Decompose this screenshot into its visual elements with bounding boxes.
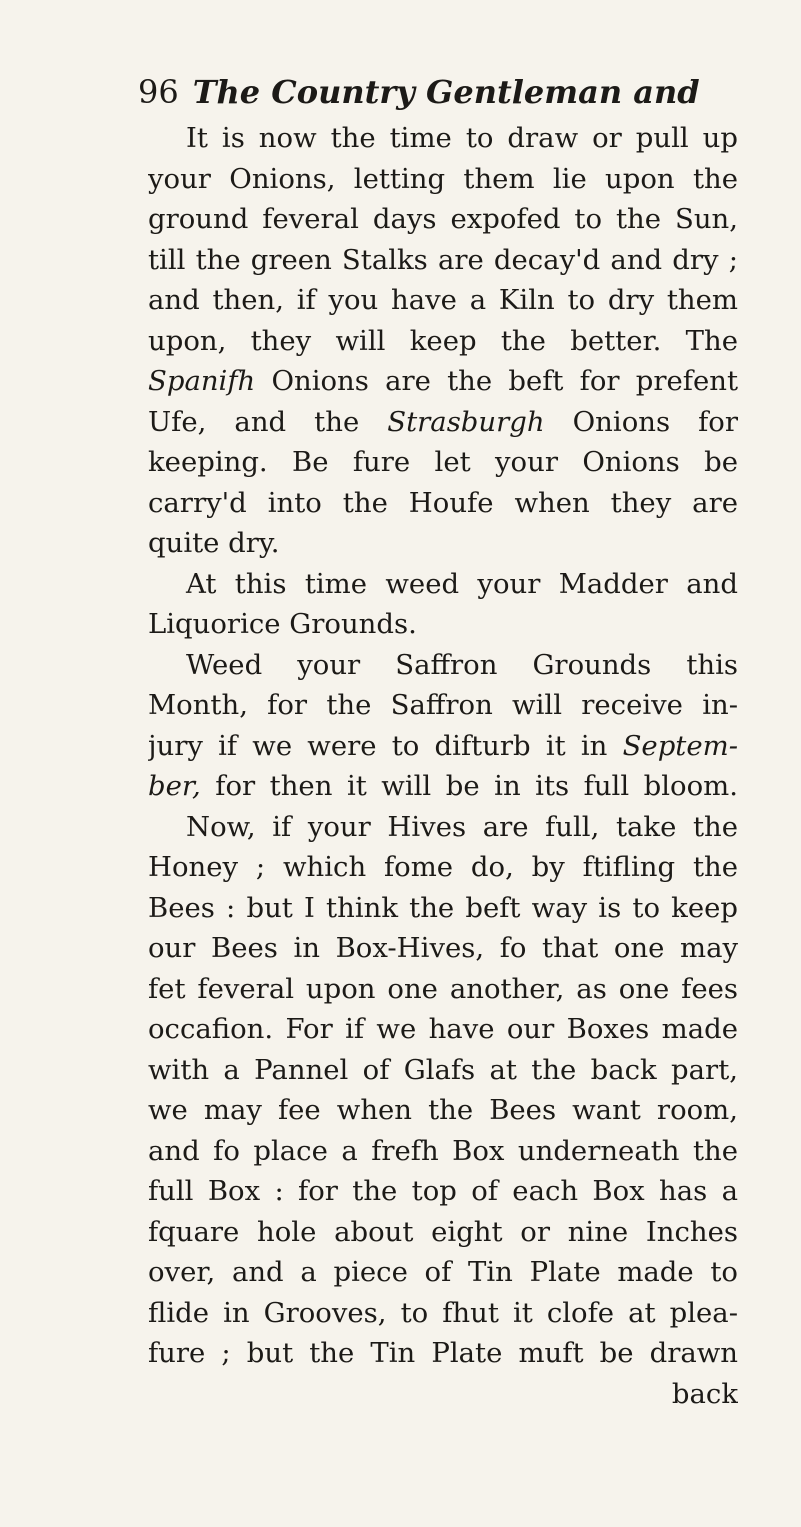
text-line: [148, 807, 738, 848]
line-text: fure ; but the Tin Plate muft be drawn: [148, 1337, 738, 1369]
text-line: [148, 685, 738, 726]
line-text: Bees : but I think the beft way is to keep: [148, 891, 738, 924]
line-text: ground feveral days expofed to the Sun,: [148, 203, 738, 235]
text-line: [148, 1374, 738, 1415]
italic-text: Spanifh: [148, 365, 256, 397]
line-text: jury if we were to difturb it in: [148, 729, 623, 762]
line-text: Ufe, and the: [148, 405, 388, 438]
text-line: [148, 726, 738, 767]
line-text: Month, for the Saffron will receive in-: [148, 689, 738, 721]
text-line: [148, 1171, 738, 1212]
line-text: till the green Stalks are decay'd and dry ;: [148, 243, 738, 276]
line-text: upon, they will keep the better. The: [148, 324, 738, 357]
line-text: flide in Grooves, to fhut it clofe at plea-: [148, 1296, 738, 1329]
line-text: and then, if you have a Kiln to dry them: [148, 284, 738, 316]
line-text: At this time weed your Madder and: [186, 567, 738, 600]
body-text: [148, 118, 738, 1414]
text-line: [148, 361, 738, 402]
text-line: [148, 1293, 738, 1334]
text-line: [148, 847, 738, 888]
line-text: keeping. Be fure let your Onions be: [148, 446, 738, 478]
line-text: back: [671, 1377, 738, 1410]
running-header: [138, 72, 700, 112]
text-line: [148, 118, 738, 159]
text-line: [148, 1050, 738, 1091]
text-line: [148, 159, 738, 200]
line-text: fquare hole about eight or nine Inches: [148, 1215, 738, 1248]
page-number: 96: [138, 73, 179, 111]
text-line: [148, 321, 738, 362]
text-line: [148, 1212, 738, 1253]
line-text: for then it will be in its full bloom.: [200, 770, 738, 802]
text-line: [148, 604, 738, 645]
line-text: quite dry.: [148, 527, 280, 559]
line-text: your Onions, letting them lie upon the: [148, 162, 738, 195]
text-line: [148, 1333, 738, 1374]
text-line: [148, 280, 738, 321]
line-text: occafion. For if we have our Boxes made: [148, 1013, 738, 1045]
line-text: Liquorice Grounds.: [148, 608, 417, 640]
text-line: [148, 1090, 738, 1131]
line-text: our Bees in Box-Hives, fo that one may: [148, 932, 738, 964]
line-text: Honey ; which fome do, by ftifling the: [148, 851, 738, 883]
text-line: [148, 766, 738, 807]
italic-text: Septem-: [622, 729, 738, 762]
line-text: Onions are the beft for prefent: [255, 365, 738, 397]
line-text: full Box : for the top of each Box has a: [148, 1175, 738, 1207]
text-line: [148, 969, 738, 1010]
line-text: It is now the time to draw or pull up: [186, 122, 738, 154]
text-line: [148, 888, 738, 929]
line-text: Onions for: [544, 405, 738, 438]
text-line: [148, 645, 738, 686]
line-text: Now, if your Hives are full, take the: [186, 810, 738, 843]
text-line: [148, 402, 738, 443]
text-line: [148, 1131, 738, 1172]
line-text: over, and a piece of Tin Plate made to: [148, 1256, 738, 1288]
line-text: carry'd into the Houfe when they are: [148, 486, 738, 519]
text-line: [148, 928, 738, 969]
line-text: and fo place a frefh Box underneath the: [148, 1134, 738, 1167]
running-title: The Country Gentleman and: [192, 73, 700, 111]
italic-text: Strasburgh: [387, 405, 545, 438]
text-line: [148, 442, 738, 483]
text-line: [148, 1252, 738, 1293]
text-line: [148, 240, 738, 281]
line-text: fet feveral upon one another, as one fees: [148, 972, 738, 1005]
line-text: Weed your Saffron Grounds this: [186, 648, 738, 681]
line-text: we may fee when the Bees want room,: [148, 1094, 738, 1126]
text-line: [148, 199, 738, 240]
italic-text: ber,: [148, 770, 201, 802]
text-line: [148, 1009, 738, 1050]
line-text: with a Pannel of Glafs at the back part,: [148, 1053, 738, 1086]
text-line: [148, 523, 738, 564]
text-line: [148, 483, 738, 524]
text-line: [148, 564, 738, 605]
